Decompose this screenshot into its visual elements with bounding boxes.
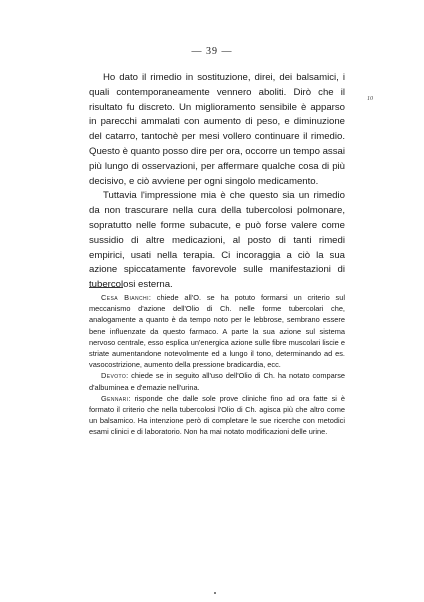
discussion-text: : chiede se in seguito all'uso dell'Olio di Ch. ha notato comparse d'albuminea e d'emazie nell'urina. [89,371,345,392]
discussion-text: : chiede all'O. se ha potuto formarsi un criterio sul meccanismo d'azione dell'Olio di Ch. nelle forme tubercolari che, analogamente a quanto è da tempo noto per le lebbrose, sembrano essere bene influenzate da questo farmaco. A parte la sua azione sul sistema nervoso centrale, esso esplica un'energica azione sulle fibre muscolari liscie e striate aumentandone notevolmente ed a lungo il tono, determinando ad es. vasocostrizione, aumento della pressione bradicardia, ecc. [89,293,346,370]
margin-mark: 10 [367,96,373,102]
body-paragraph: Tuttavia l'impressione mia è che questo sia un rimedio da non trascurare nella cura della tubercolosi polmonare, sopratutto nelle forme subacute, e può forse valere come sussidio di altre medicazioni, al posto di tanti rimedi empirici, usati nella terapia. Ci incoraggia a ciò la sua azione spiccatamente favorevole sulle manifestazioni di tubercolosi esterna. [89,190,345,291]
page-number: — 39 — [191,46,233,57]
speaker-name: Gennari [101,393,129,403]
speaker-name: Devoto [101,371,127,381]
speaker-name: Cesa Bianchi [101,293,149,302]
discussion-notes [89,292,345,438]
body-paragraph: Ho dato il rimedio in sostituzione, direi, dei balsamici, i quali contemporaneamente vennero aboliti. Dirò che il risultato fu discreto. Un miglioramento sensibile è apparso in parecchi ammalati con aumento di peso, e diminuzione del catarro, tantochè per mesi vollero continuare il rimedio. Questo è quanto posso dire per ora, occorre un tempo assai più lungo di osservazioni, per affermare qualche cosa di più decisivo, e ciò avviene per ogni singolo medicamento. [89,72,345,187]
section-divider [89,287,123,288]
main-text [89,71,345,293]
discussion-entry [89,370,345,392]
discussion-entry [89,393,345,438]
discussion-text: : risponde che dalle sole prove cliniche fino ad ora fatte si è formato il criterio che nella tubercolosi l'Olio di Ch. agisca più che altro come un balsamico. Ha intenzione però di completare le sue ricerche con metodici esami clinici e di laboratorio. Non ha mai notato modificazioni delle urine. [89,393,345,437]
discussion-entry [89,292,345,370]
paper-speck [214,592,216,594]
